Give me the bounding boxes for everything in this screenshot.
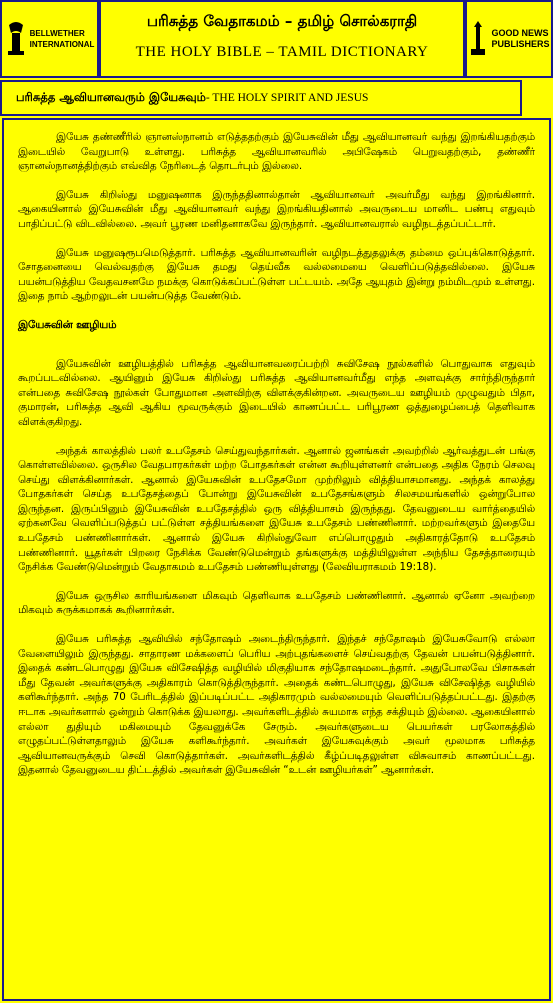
good-news-book-icon <box>468 19 488 59</box>
logo-line-1: GOOD NEWS <box>491 28 549 38</box>
bellwether-logo-text <box>30 28 95 50</box>
article-body <box>2 118 551 1001</box>
paragraph: இயேசுவின் ஊழியத்தில் பரிசுத்த ஆவியானவரைப்பற்றி சுவிசேஷ நூல்களில் பொதுவாக எதுவும் கூறப்படவில்லை. ஆயினும் இயேசு கிறிஸ்து பரிசுத்த ஆவியானவர்மீது எந்த அளவுக்கு சார்ந்திருந்தார் என்பதை சுவிசேஷ நூல்கள் போதுமான அளவிற்கு விளக்குகின்றன. அவருடைய ஊழியம் முழுவதும் பிதா, குமாரன், பரிசுத்த ஆவி ஆகிய மூவருக்கும் இடையில் காணப்பட்ட பரிபூரண ஒத்துழைப்பைத் தெளிவாக விளக்குகிறது. <box>18 357 535 428</box>
paragraph: இயேசு மனுஷரூபமெடுத்தார். பரிசுத்த ஆவியானவரின் வழிநடத்துதலுக்கு தம்மை ஒப்புக்கொடுத்தார். சோதனையை வெல்வதற்கு இயேசு தமது தெய்வீக வல்லமையை வெளிப்படுத்தவில்லை. இயேசு பயன்படுத்திய வேதவசனமே நமக்கு கொடுக்கப்பட்டுள்ள பட்டயம். அதே ஆயுதம் இன்று நம்மிடமும் உள்ளது. இதை நாம் ஆற்றலுடன் பயன்படுத்த வேண்டும். <box>18 246 535 303</box>
tamil-title: பரிசுத்த வேதாகமம் – தமிழ் சொல்கராதி <box>146 12 418 30</box>
paragraph: அந்தக் காலத்தில் பலர் உபதேசம் செய்துவந்தார்கள். ஆனால் ஜனங்கள் அவற்றில் ஆர்வத்துடன் பங்கு கொள்ளவில்லை. ஒருசில வேதபாரகர்கள் மற்ற போதகர்கள் என்ன கூறியுள்ளனர் என்பதை அதிக நேரம் செலவு செய்து விளக்கினார்கள். ஆனால் இயேசுவின் உபதேசமோ முற்றிலும் வித்தியாசமானது. அந்தக் காலத்து போதகர்கள் செய்த உபதேசத்தைப் போன்று இயேசுவின் உபதேசங்களும் சிலசமயங்களில் ஒன்றுபோல இருந்தன. இருப்பினும் இயேசுவின் உபதேசத்தில் ஒரு வித்தியாசம் இருந்தது. தேவனுடைய வார்த்தையில் ஏற்கனவே வெளிப்படுத்தப் பட்டுள்ள சத்தியங்களை இயேசு உபதேசம் பண்ணினார். மற்றவர்களும் இதையே உபதேசம் பண்ணினார்கள். ஆனால் இயேசு கிறிஸ்துவோ எப்பொழுதும் அதிகாரத்தோடு உபதேசம் பண்ணினார். யூதர்கள் பிறரை நேசிக்க வேண்டுமென்றும் தங்களுக்கு மத்தியிலுள்ள அந்நிய தேசத்தாரையும் நேசிக்க வேண்டுமென்றும் வேதாகமம் உபதேசம் பண்ணியுள்ளது (லேவியராகமம் 19:18). <box>18 444 535 574</box>
logo-line-2: INTERNATIONAL <box>29 40 95 49</box>
paragraph: இயேசு கிறிஸ்து மனுஷனாக இருந்ததினால்தான் ஆவியானவர் அவர்மீது வந்து இறங்கினார். ஆகையினால் இயேசுவின் மீது ஆவியானவர் வந்து இறங்கியதினால் அவருடைய மானிட பண்பு எதுவும் பாதிப்பட்டு விடவில்லை. அவர் பூரண மனிதனாகவே இருந்தார். ஆவியானவரால் வழிநடத்தப்பட்டார். <box>18 188 535 230</box>
logo-line-1: BELLWETHER <box>29 29 85 38</box>
paragraph: இயேசு பரிசுத்த ஆவியில் சந்தோஷம் அடைந்திருந்தார். இந்தச் சந்தோஷம் இயேசுவோடு எல்லா வேளையிலும் இருந்தது. சாதாரண மக்களைப் பெரிய அற்புதங்களைச் செய்வதற்கு தேவன் பயன்படுத்தினார். இதைக் கண்டபொழுது இயேசு விசேஷித்த வழியில் மிகுதியாக சந்தோஷமடைந்தார். அதுபோலவே பிசாசுகள் மீது தேவன் அவர்களுக்கு அதிகாரம் கொடுத்திருந்தார். அதைக் கண்டபொழுது, இயேசு விசேஷித்த வழியில் களிகூர்ந்தார். அந்த 70 பேரிடத்தில் இப்படிப்பட்ட அதிகாரமும் வல்லமையும் வெளிப்படுத்தப்பட்டது. இதற்கு ஈடாக அவர்களால் ஒன்றும் கொடுக்க இயலாது. அவர்களிடத்தில் சுயமாக எந்த சக்தியும் இல்லை. ஆகையினால் எல்லா துதியும் மகிமையும் தேவனுக்கே சேரும். அவர்களுடைய பெயர்கள் பரலோகத்தில் எழுதப்பட்டுள்ளதாலும் இயேசு களிகூர்ந்தார். அவர்கள் இயேசுவுக்கும் அவர் மூலமாக பரிசுத்த ஆவியானவருக்கும் செவி கொடுத்தார்கள். அவர்களிடத்தில் கீழ்ப்படிதலுள்ள விசுவாசம் காணப்பட்டது. இதனால் தேவனுடைய திட்டத்தில் அவர்கள் இயேசுவின் “உடன் ஊழியர்கள்” ஆனார்கள். <box>18 633 535 777</box>
paragraph: இயேசு ஒருசில காரியங்களை மிகவும் தெளிவாக உபதேசம் பண்ணினார். ஆனால் ஏனோ அவற்றை மிகவும் சுருக்கமாகக் கூறினார்கள். <box>18 589 535 617</box>
bellwether-logo <box>0 0 99 78</box>
bellwether-ram-icon <box>5 19 27 59</box>
subheading: இயேசுவின் ஊழியம் <box>18 318 117 331</box>
good-news-logo-text <box>491 28 549 50</box>
english-title: THE HOLY BIBLE – TAMIL DICTIONARY <box>135 44 429 60</box>
page-header <box>0 0 553 78</box>
good-news-logo <box>465 0 553 78</box>
section-heading <box>0 80 522 116</box>
title-banner <box>99 0 465 78</box>
section-title-english: - THE HOLY SPIRIT AND JESUS <box>205 92 369 104</box>
logo-line-2: PUBLISHERS <box>491 39 550 49</box>
section-title-tamil: பரிசுத்த ஆவியானவரும் இயேசுவும் <box>16 90 206 104</box>
paragraph: இயேசு தண்ணீரில் ஞானஸ்நானம் எடுத்ததற்கும் இயேசுவின் மீது ஆவியானவர் வந்து இறங்கியதற்கும் இடையில் வேறுபாடு உள்ளது. பரிசுத்த ஆவியானவரில் அபிஷேகம் பெறுவதற்கும், தண்ணீர் ஞானஸ்நானத்திற்கும் எவ்வித நேரிடைத் தொடர்பும் இல்லை. <box>18 131 535 173</box>
